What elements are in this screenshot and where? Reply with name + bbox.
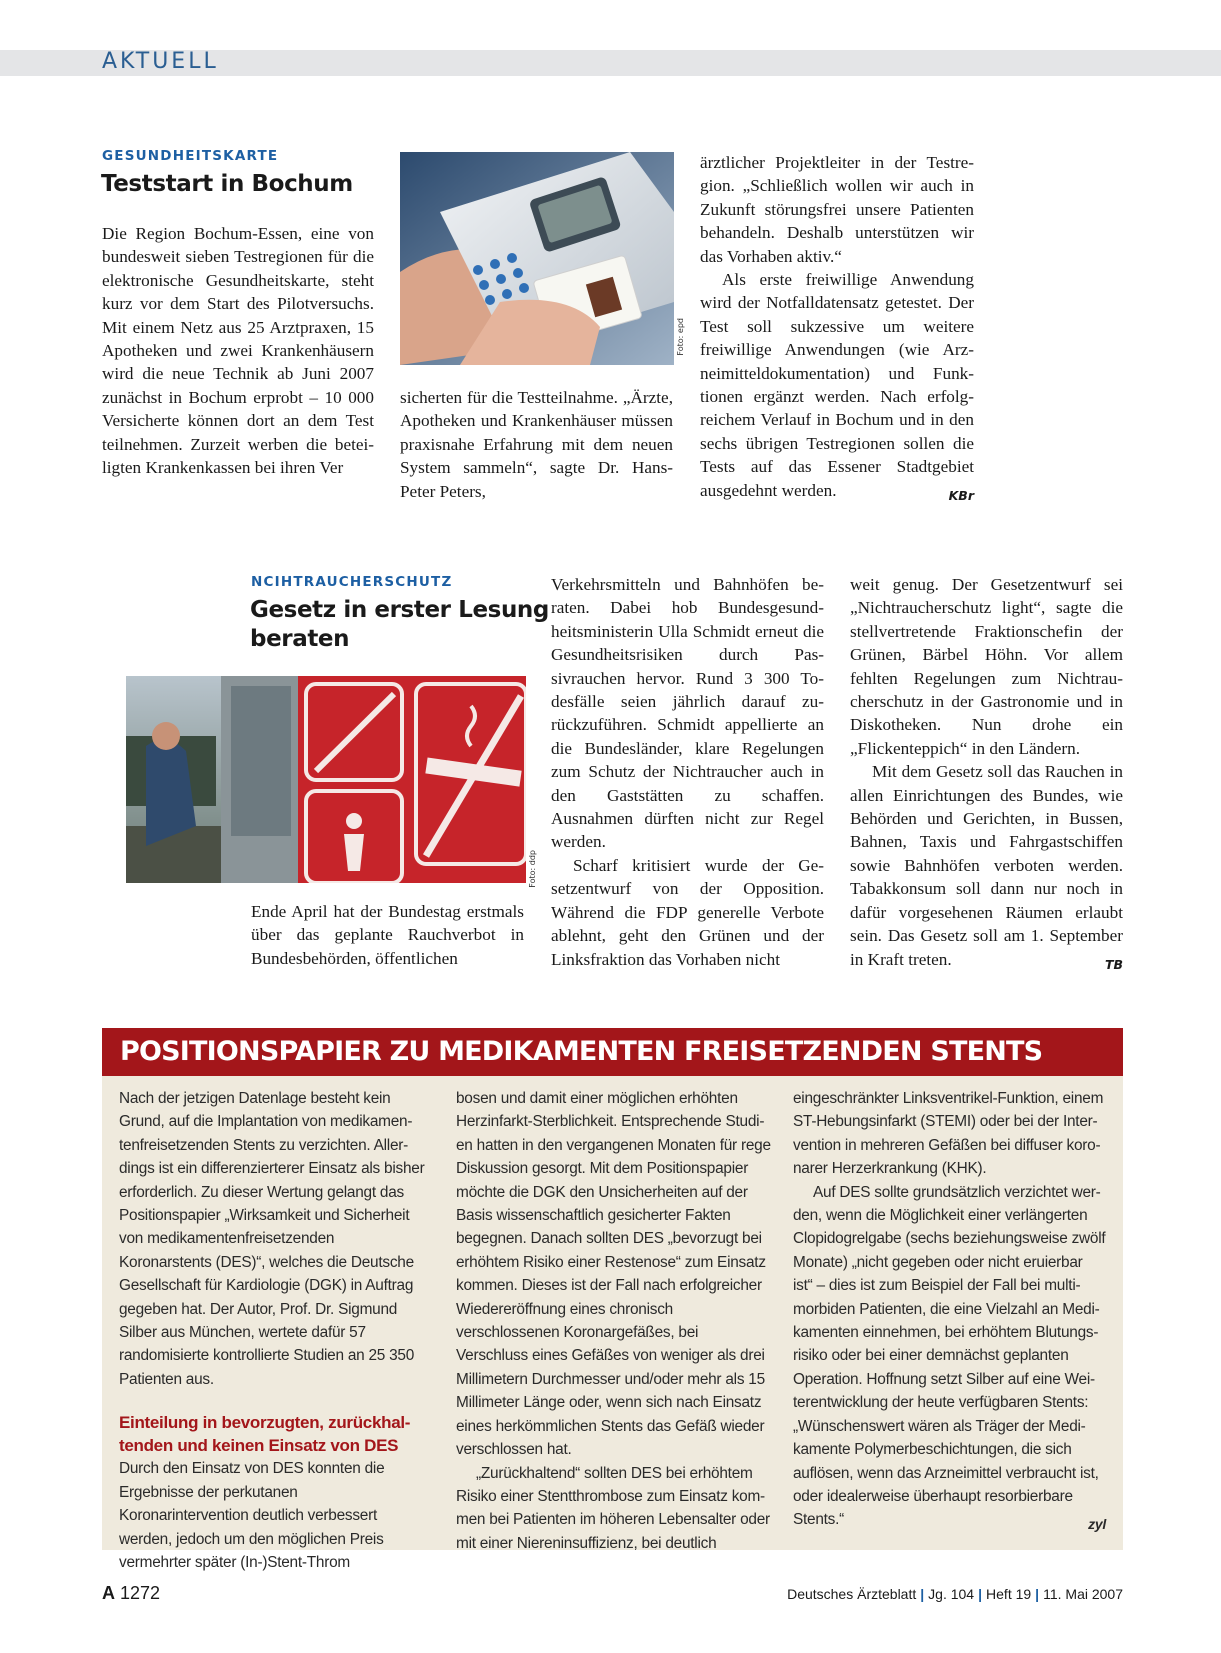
article1-kicker: GESUNDHEITSKARTE	[102, 148, 279, 164]
article2-col2-para2: Scharf kritisiert wurde der Gesetzentwurf von der Opposition. Während die FDP generelle Verbote ablehnt, geht den Grünen und der Linksfraktion das Vorhaben nicht	[551, 855, 824, 969]
journal-info: Deutsches Ärzteblatt | Jg. 104 | Heft 19 | 11. Mai 2007	[787, 1586, 1123, 1602]
article1-headline: Teststart in Bochum	[101, 171, 353, 197]
page-prefix: A	[102, 1583, 115, 1603]
box-col1-para2: Durch den Einsatz von DES konnten die Ergebnisse der perkutanen Koronarintervention deutlich verbessert werden, jedoch um den möglichen Preis vermehrter später (In-)Stent-Throm	[119, 1460, 385, 1571]
page-number-value: 1272	[120, 1583, 161, 1603]
journal-issue: Heft 19	[986, 1586, 1032, 1602]
article2-col3-para2	[850, 760, 1123, 971]
article1-column-2	[400, 386, 673, 503]
box-column-3	[793, 1087, 1106, 1537]
box-col1-para1: Nach der jetzigen Datenlage besteht kein Grund, auf die Implantation von medikamentenfreisetzenden Stents zu verzichten. Allerdings ist ein differenzierterer Einsatz als bisher erforderlich. Zu dieser Wertung gelangt das Positionspapier „Wirksamkeit und Sicherheit von medikamentenfreisetzenden Koronarstents (DES)“, welches die Deutsche Gesellschaft für Kardiologie (DGK) in Auftrag gegeben hat. Der Autor, Prof. Dr. Sigmund Silber aus München, wertete dafür 57 randomisierte kontrollierte Studien an 25 350 Patienten aus.	[119, 1090, 425, 1388]
box-author: zyl	[1088, 1516, 1106, 1533]
card-reader-illustration	[400, 152, 674, 365]
box-column-1	[119, 1087, 429, 1574]
article2-col2-para1: Verkehrsmitteln und Bahnhöfen beraten. Dabei hob Bundesgesundheitsministerin Ulla Schmidt erneut die Gesundheitsrisiken durch Passivrauchen hervor. Rund 3 300 Todesfälle seien jährlich darauf zurückzuführen. Schmidt appellierte an die Bundesländer, klare Regelungen zum Schutz der Nichtraucher auch in den Gaststätten zu schaffen. Ausnahmen dürften nicht zur Regel werden.	[551, 575, 824, 852]
no-smoking-illustration	[126, 676, 526, 883]
box-col3-para1: eingeschränkter Linksventrikel-Funktion, einem ST-Hebungsinfarkt (STEMI) oder bei der Intervention in mehreren Gefäßen bei diffuser koronarer Herzerkrankung (KHK).	[793, 1090, 1104, 1178]
article1-author: KBr	[948, 487, 974, 503]
article1-col2-text: sicherten für die Testteilnahme. „Ärzte, Apotheken und Krankenhäuser müssen praxisnahe Erfahrung mit dem neuen System sammeln“, sagte Dr. Hans-Peter Peters,	[400, 388, 673, 501]
article2-headline	[250, 596, 549, 654]
page-number	[102, 1583, 160, 1604]
article2-col3-para2-text: Mit dem Gesetz soll das Rauchen in allen Einrichtungen des Bundes, wie Behörden und Gerichten, in Bussen, Bahnen, Taxis und Fahrgastschiffen sowie Bahnhöfen verboten werden. Tabakkonsum soll dann nur noch in dafür vorgesehenen Räumen erlaubt sein. Das Gesetz soll am 1. September in Kraft treten.	[850, 762, 1123, 969]
article1-column-3	[700, 151, 974, 507]
journal-date: 11. Mai 2007	[1043, 1586, 1123, 1602]
article2-headline-line1: Gesetz in erster Lesung	[250, 597, 549, 623]
article1-photo-card-reader	[400, 152, 674, 365]
box-column-2	[456, 1087, 771, 1555]
article1-col3-para1: ärztlicher Projektleiter in der Testregion. „Schließlich wollen wir auch in Zukunft störungsfrei unsere Patienten behandeln. Deshalb unterstützen wir das Vorhaben aktiv.“	[700, 153, 974, 266]
article2-column-3	[850, 573, 1123, 976]
article2-author: TB	[1104, 956, 1123, 972]
article2-photo-no-smoking-sign	[126, 676, 526, 883]
article2-column-2	[551, 573, 824, 971]
article1-photo-credit: Foto: epd	[676, 318, 685, 356]
box-col3-para2	[793, 1181, 1106, 1532]
article1-col3-para2	[700, 268, 974, 502]
journal-name: Deutsches Ärzteblatt	[787, 1586, 917, 1602]
box-title: POSITIONSPAPIER ZU MEDIKAMENTEN FREISETZENDEN STENTS	[102, 1028, 1123, 1076]
article2-kicker: NCIHTRAUCHERSCHUTZ	[251, 574, 453, 590]
article2-headline-line2: beraten	[250, 626, 350, 652]
article2-photo-credit: Foto: ddp	[528, 850, 537, 888]
journal-volume: Jg. 104	[928, 1586, 975, 1602]
box-col2-para1: bosen und damit einer möglichen erhöhten Herzinfarkt-Sterblichkeit. Entsprechende Studien hatten in den vergangenen Monaten für rege Diskussion gesorgt. Mit dem Positionspapier möchte die DGK den Unsicherheiten auf der Basis wissenschaftlich gesicherter Fakten begegnen. Danach sollten DES „bevorzugt bei erhöhtem Risiko einer Restenose“ zum Einsatz kommen. Dieses ist der Fall nach erfolgreicher Wiedereröffnung eines chronisch verschlossenen Koronargefäßes, bei Verschluss eines Gefäßes von weniger als drei Millimetern Durchmesser und/oder mehr als 15 Millimeter Länge oder, wenn sich nach Einsatz eines herkömmlichen Stents das Gefäß wieder verschlossen hat.	[456, 1090, 771, 1459]
article2-col3-para1: weit genug. Der Gesetzentwurf sei „Nichtraucherschutz light“, sagte die stellvertretende Fraktionschefin der Grünen, Bärbel Höhn. Vor allem fehlten Regelungen zum Nichtraucherschutz in der Gastronomie und in Diskotheken. Nun drohe ein „Flickenteppich“ in den Ländern.	[850, 575, 1123, 758]
article1-col3-para2-text: Als erste freiwillige Anwendung wird der Notfalldatensatz getestet. Der Test soll sukzessive um weitere freiwillige Anwendungen (wie Arzneimitteldokumentation) und Funktionen ergänzt werden. Nach erfolgreichem Verlauf in Bochum und in den sechs übrigen Testregionen sollen die Tests auf das Essener Stadtgebiet ausgedehnt werden.	[700, 270, 974, 500]
article2-col1-text: Ende April hat der Bundestag erstmals über das geplante Rauchverbot in Bundesbehörden, öffentlichen	[251, 902, 524, 968]
article2-column-1	[251, 900, 524, 970]
box-subhead: Einteilung in bevorzugten, zurückhaltenden und keinen Einsatz von DES	[119, 1413, 411, 1456]
article1-column-1	[102, 222, 374, 479]
article1-col1-text: Die Region Bochum-Essen, eine von bundesweit sieben Testregionen für die elektronische Gesundheitskarte, steht kurz vor dem Start des Pilotversuchs. Mit einem Netz aus 25 Arztpraxen, 15 Apotheken und zwei Krankenhäusern wird die neue Technik ab Juni 2007 zunächst in Bochum erprobt – 10 000 Versicherte können dort an dem Test teilnehmen. Zurzeit werben die beteiligten Krankenkassen bei ihren Ver	[102, 224, 374, 478]
section-label: AKTUELL	[102, 49, 219, 74]
box-col3-para2-text: Auf DES sollte grundsätzlich verzichtet werden, wenn die Möglichkeit einer verlängerten Clopidogrelgabe (sechs beziehungsweise zwölf Monate) „nicht gegeben oder nicht eruierbar ist“ – dies ist zum Beispiel der Fall bei multimorbiden Patienten, die eine Vielzahl an Medikamenten einnehmen, bei erhöhtem Blutungsrisiko oder bei einer demnächst geplanten Operation. Hoffnung setzt Silber auf eine Weiterentwicklung der heute verfügbaren Stents: „Wünschenswert wären als Träger der Medikamente Polymerbeschichtungen, die sich auflösen, wenn das Arzneimittel verbraucht ist, oder idealerweise überhaupt resorbierbare Stents.“	[793, 1183, 1106, 1529]
box-col2-para2: „Zurückhaltend“ sollten DES bei erhöhtem Risiko einer Stentthrombose zum Einsatz kommen bei Patienten im höheren Lebensalter oder mit einer Niereninsuffizienz, bei deutlich	[456, 1464, 770, 1552]
